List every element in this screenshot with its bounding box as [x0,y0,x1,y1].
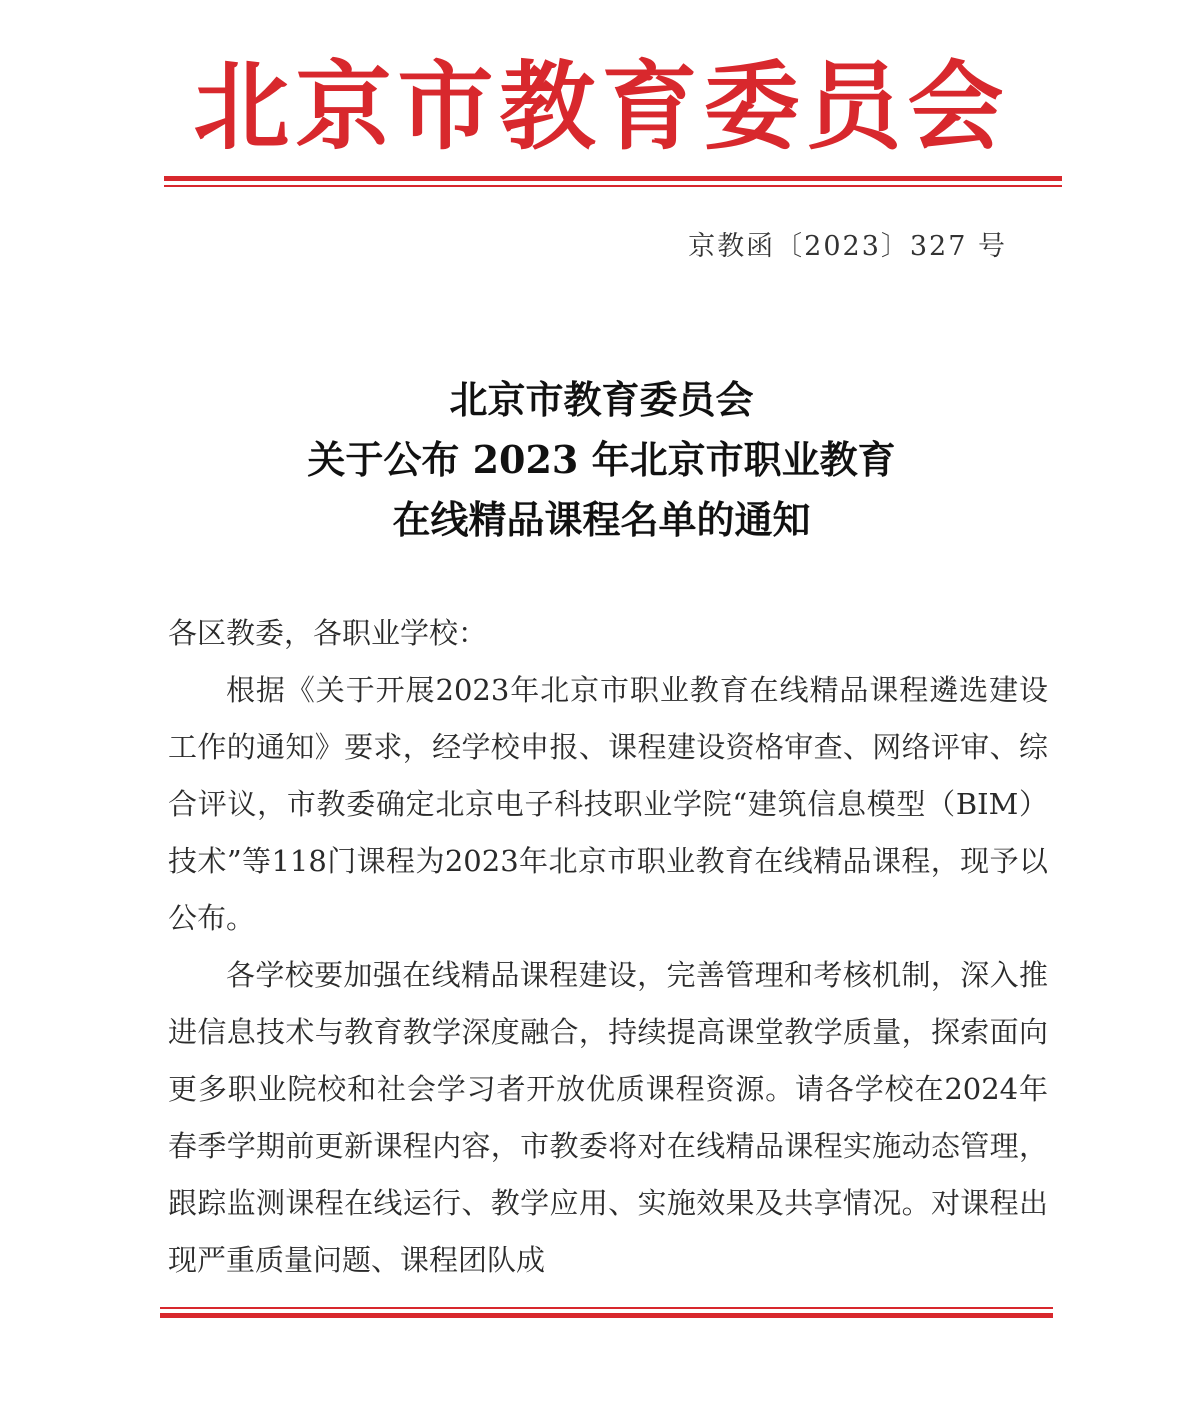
title-line-3: 在线精品课程名单的通知 [392,497,811,542]
masthead-organization: 北京市教育委员会 [193,51,1010,163]
document-number: 京教函〔2023〕327 号 [688,231,1007,262]
masthead-rule-thin [164,185,1062,187]
document-body [168,605,1048,1289]
title-line-2: 关于公布 2023 年北京市职业教育 [307,437,896,482]
document-title [0,370,1203,550]
salutation: 各区教委，各职业学校： [168,616,488,650]
footer-rule-thick [160,1313,1053,1318]
masthead-rule-thick [164,176,1062,181]
title-line-1: 北京市教育委员会 [449,377,754,422]
paragraph-1: 根据《关于开展2023年北京市职业教育在线精品课程遴选建设工作的通知》要求，经学校申报、课程建设资格审查、网络评审、综合评议，市教委确定北京电子科技职业学院“建筑信息模型（BIM）技术”等118门课程为2023年北京市职业教育在线精品课程，现予以公布。 [168,673,1048,935]
footer-rule-thin [160,1307,1053,1309]
paragraph-2: 各学校要加强在线精品课程建设，完善管理和考核机制，深入推进信息技术与教育教学深度融合，持续提高课堂教学质量，探索面向更多职业院校和社会学习者开放优质课程资源。请各学校在2024年春季学期前更新课程内容，市教委将对在线精品课程实施动态管理，跟踪监测课程在线运行、教学应用、实施效果及共享情况。对课程出现严重质量问题、课程团队成 [168,958,1048,1277]
